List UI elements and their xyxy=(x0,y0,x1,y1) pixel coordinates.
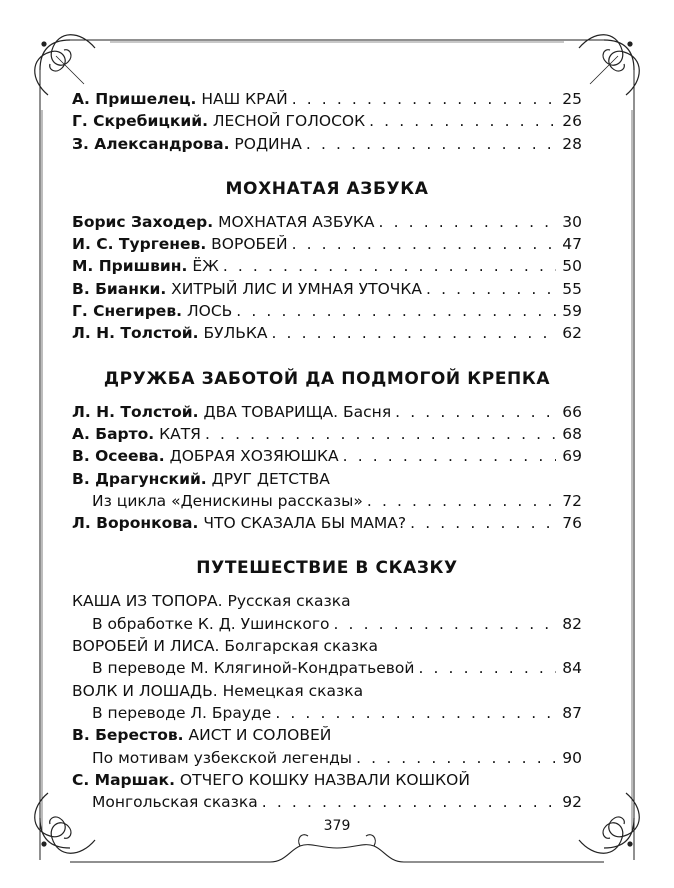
toc-entry-line xyxy=(72,613,582,635)
toc-title: ДОБРАЯ ХОЗЯЮШКА xyxy=(169,447,339,466)
toc-page-number: 28 xyxy=(562,134,582,153)
toc-leader-dots xyxy=(356,747,556,769)
toc-entry-line xyxy=(72,133,582,155)
toc-leader-dots xyxy=(395,401,556,423)
toc-author: Л. Н. Толстой. xyxy=(72,324,199,343)
toc-page-number: 26 xyxy=(562,112,582,131)
toc-title: По мотивам узбекской легенды xyxy=(92,748,353,767)
section-title: МОХНАТАЯ АЗБУКА xyxy=(225,178,429,199)
toc-leader-dots xyxy=(379,211,556,233)
toc-page-number: 62 xyxy=(562,324,582,343)
toc-leader-dots xyxy=(367,490,556,512)
toc-entry-line xyxy=(72,590,582,612)
toc-author: А. Пришелец. xyxy=(72,90,197,108)
toc-entry-line xyxy=(72,233,582,255)
toc-author: М. Пришвин. xyxy=(72,257,188,276)
toc-title: ЁЖ xyxy=(192,257,219,276)
toc-leader-dots xyxy=(418,657,556,679)
toc-author: В. Бианки. xyxy=(72,279,167,298)
toc-leader-dots xyxy=(292,88,556,110)
toc-title: ЧТО СКАЗАЛА БЫ МАМА? xyxy=(203,514,407,533)
toc-entry-line xyxy=(72,300,582,322)
toc-page-number: 90 xyxy=(562,748,582,767)
toc-leader-dots xyxy=(271,322,556,344)
toc-entry-line xyxy=(72,423,582,445)
toc-entry-line xyxy=(72,468,582,490)
toc-leader-dots xyxy=(410,512,556,534)
toc-author: А. Барто. xyxy=(72,424,155,443)
toc-page-number: 76 xyxy=(562,514,582,533)
toc-leader-dots xyxy=(262,791,556,813)
corner-ornament-bottom-right xyxy=(579,793,639,853)
toc-entry-line xyxy=(72,322,582,344)
page-number-ornament xyxy=(270,835,404,862)
toc-entry-line xyxy=(72,255,582,277)
toc-title: ВОЛК И ЛОШАДЬ. Немецкая сказка xyxy=(72,681,364,700)
toc-author: Борис Заходер. xyxy=(72,212,214,231)
toc-title: АИСТ И СОЛОВЕЙ xyxy=(188,726,332,745)
toc-title: ЛОСЬ xyxy=(186,302,233,321)
toc-leader-dots xyxy=(205,423,556,445)
toc-entry-line xyxy=(72,680,582,702)
toc-page-number: 25 xyxy=(562,90,582,108)
toc-entry-line xyxy=(72,490,582,512)
toc-title: КАТЯ xyxy=(159,424,201,443)
toc-author: В. Осеева. xyxy=(72,447,165,466)
corner-ornament-top-right xyxy=(579,35,639,95)
toc-title: ЛЕСНОЙ ГОЛОСОК xyxy=(212,112,366,131)
toc-page-number: 69 xyxy=(562,447,582,466)
section-title: ДРУЖБА ЗАБОТОЙ ДА ПОДМОГОЙ КРЕПКА xyxy=(103,368,551,389)
toc-entry-line xyxy=(72,88,582,110)
toc-entry-line xyxy=(72,635,582,657)
toc-author: Л. Н. Толстой. xyxy=(72,402,199,421)
toc-title: РОДИНА xyxy=(234,134,302,153)
toc-leader-dots xyxy=(306,133,556,155)
toc-author: В. Драгунский. xyxy=(72,469,207,488)
toc-page-number: 59 xyxy=(562,302,582,321)
toc-title: КАША ИЗ ТОПОРА. Русская сказка xyxy=(72,592,351,611)
toc-entry-line xyxy=(72,278,582,300)
toc-page-number: 87 xyxy=(562,703,582,722)
toc-entry-line xyxy=(72,747,582,769)
toc-title: ДВА ТОВАРИЩА. Басня xyxy=(203,402,392,421)
toc-author: Г. Снегирев. xyxy=(72,302,183,321)
toc-entry-line xyxy=(72,401,582,423)
toc-entry-line xyxy=(72,791,582,813)
toc-leader-dots xyxy=(369,110,556,132)
toc-title: В переводе Л. Брауде xyxy=(92,703,272,722)
toc-page-number: 84 xyxy=(562,659,582,678)
toc-title: В переводе М. Клягиной-Кондратьевой xyxy=(92,659,415,678)
toc-title: ДРУГ ДЕТСТВА xyxy=(211,469,330,488)
toc-title: НАШ КРАЙ xyxy=(201,90,288,108)
toc-title: ОТЧЕГО КОШКУ НАЗВАЛИ КОШКОЙ xyxy=(179,770,470,789)
toc-entry-line xyxy=(72,769,582,791)
toc-title: ВОРОБЕЙ И ЛИСА. Болгарская сказка xyxy=(72,637,379,656)
toc-title: Из цикла «Денискины рассказы» xyxy=(92,491,363,510)
table-of-contents xyxy=(72,88,582,813)
toc-entry-line xyxy=(72,211,582,233)
toc-leader-dots xyxy=(275,702,556,724)
toc-page-number: 30 xyxy=(562,212,582,231)
toc-title: ХИТРЫЙ ЛИС И УМНАЯ УТОЧКА xyxy=(171,279,423,298)
toc-leader-dots xyxy=(236,300,556,322)
toc-author: И. С. Тургенев. xyxy=(72,235,207,254)
toc-page-number: 72 xyxy=(562,491,582,510)
toc-leader-dots xyxy=(223,255,556,277)
toc-title: ВОРОБЕЙ xyxy=(211,235,288,254)
toc-title: В обработке К. Д. Ушинского xyxy=(92,614,330,633)
toc-leader-dots xyxy=(334,613,557,635)
toc-title: МОХНАТАЯ АЗБУКА xyxy=(218,212,375,231)
section-title: ПУТЕШЕСТВИЕ В СКАЗКУ xyxy=(196,558,458,579)
corner-ornament-top-left xyxy=(35,35,95,95)
toc-leader-dots xyxy=(292,233,556,255)
toc-page-number: 92 xyxy=(562,793,582,812)
toc-page-number: 55 xyxy=(562,279,582,298)
toc-leader-dots xyxy=(343,445,556,467)
toc-page-number: 66 xyxy=(562,402,582,421)
toc-author: В. Берестов. xyxy=(72,726,184,745)
toc-entry-line xyxy=(72,512,582,534)
toc-author: Л. Воронкова. xyxy=(72,514,199,533)
toc-page-number: 47 xyxy=(562,235,582,254)
toc-entry-line xyxy=(72,657,582,679)
toc-page-number: 50 xyxy=(562,257,582,276)
toc-entry-line xyxy=(72,445,582,467)
toc-author: С. Маршак. xyxy=(72,770,175,789)
toc-entry-line xyxy=(72,702,582,724)
toc-page-number: 68 xyxy=(562,424,582,443)
toc-leader-dots xyxy=(426,278,556,300)
toc-author: З. Александрова. xyxy=(72,134,230,153)
toc-entry-line xyxy=(72,110,582,132)
toc-entry-line xyxy=(72,724,582,746)
toc-author: Г. Скребицкий. xyxy=(72,112,208,131)
page-number: 379 xyxy=(323,818,351,834)
toc-title: Монгольская сказка xyxy=(92,793,258,812)
toc-page-number: 82 xyxy=(562,614,582,633)
toc-title: БУЛЬКА xyxy=(203,324,268,343)
